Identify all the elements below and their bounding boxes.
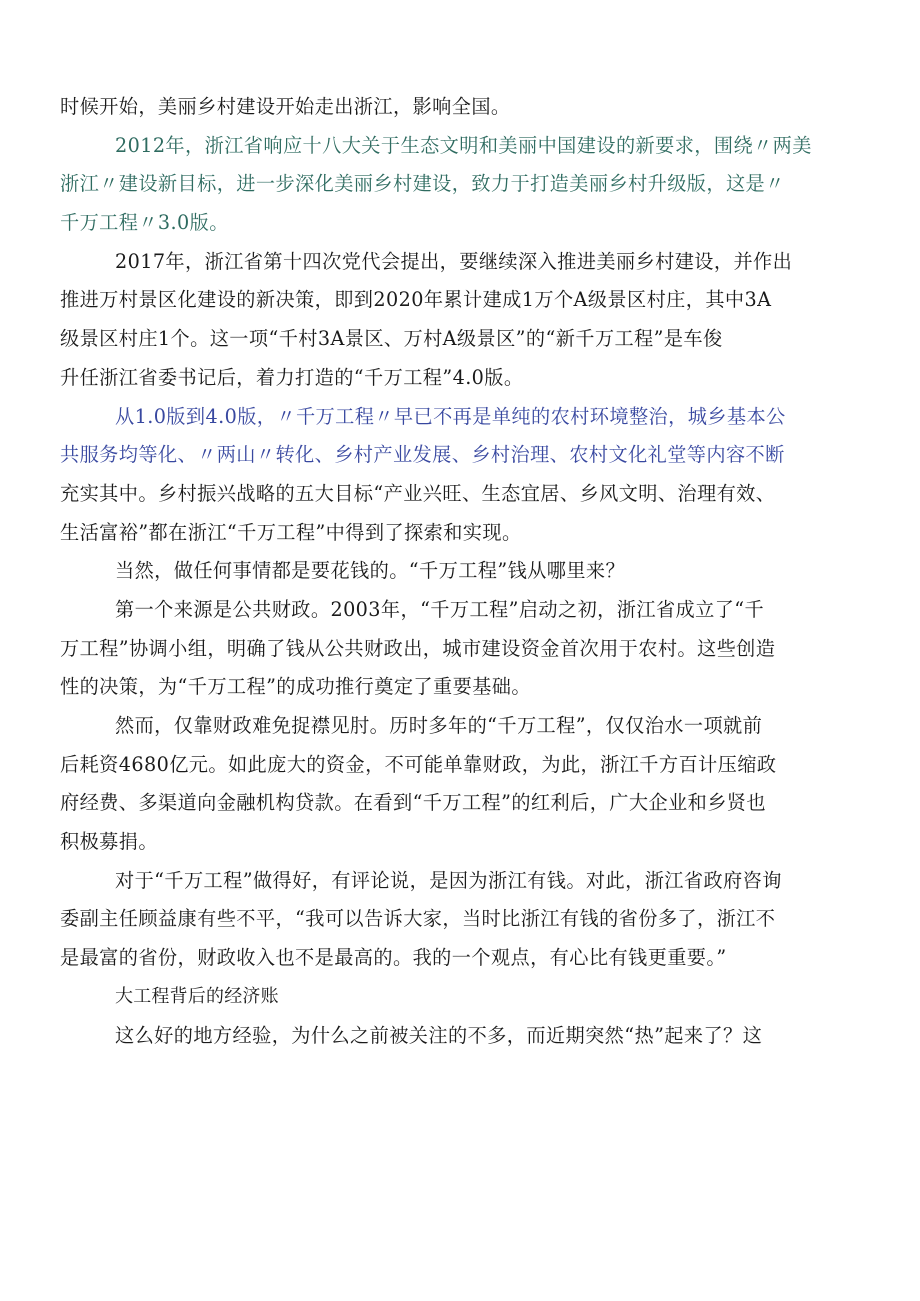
text-line: 时候开始，美丽乡村建设开始走出浙江，影响全国。 bbox=[60, 95, 511, 118]
text-line: 充实其中。乡村振兴战略的五大目标“产业兴旺、生态宜居、乡风文明、治理有效、 bbox=[60, 481, 776, 505]
paragraph bbox=[60, 552, 872, 591]
text-line: 委副主任顾益康有些不平，“我可以告诉大家，当时比浙江有钱的省份多了，浙江不 bbox=[60, 907, 776, 931]
paragraph bbox=[60, 1017, 872, 1056]
paragraph bbox=[60, 591, 872, 707]
text-line: 浙江〃建设新目标，进一步深化美丽乡村建设，致力于打造美丽乡村升级版，这是〃 bbox=[60, 172, 785, 196]
text-line: 级景区村庄1个。这一项“千村3A景区、万村A级景区”的“新千万工程”是车俊 bbox=[60, 327, 723, 351]
paragraph bbox=[60, 243, 872, 398]
text-line: 对于“千万工程”做得好，有评论说，是因为浙江有钱。对此，浙江省政府咨询 bbox=[115, 868, 782, 892]
paragraph bbox=[60, 978, 872, 1017]
text-line: 第一个来源是公共财政。2003年，“千万工程”启动之初，浙江省成立了“千 bbox=[115, 597, 765, 621]
paragraph bbox=[60, 398, 872, 553]
document-body bbox=[60, 88, 872, 1055]
text-line: 当然，做任何事情都是要花钱的。“千万工程”钱从哪里来？ bbox=[115, 559, 626, 583]
text-line: 然而，仅靠财政难免捉襟见肘。历时多年的“千万工程”，仅仅治水一项就前 bbox=[115, 714, 763, 737]
text-line: 2017年，浙江省第十四次党代会提出，要继续深入推进美丽乡村建设，并作出 bbox=[115, 249, 793, 273]
section-heading: 大工程背后的经济账 bbox=[115, 985, 279, 1007]
paragraph bbox=[60, 88, 872, 127]
paragraph bbox=[60, 862, 872, 978]
text-line: 积极募捐。 bbox=[60, 830, 158, 854]
text-line: 共服务均等化、〃两山〃转化、乡村产业发展、乡村治理、农村文化礼堂等内容不断 bbox=[60, 443, 785, 467]
text-line: 后耗资4680亿元。如此庞大的资金，不可能单靠财政，为此，浙江千方百计压缩政 bbox=[60, 752, 777, 776]
text-line: 千万工程〃3.0版。 bbox=[60, 211, 229, 235]
text-line: 府经费、多渠道向金融机构贷款。在看到“千万工程”的红利后，广大企业和乡贤也 bbox=[60, 791, 766, 815]
text-line: 生活富裕”都在浙江“千万工程”中得到了探索和实现。 bbox=[60, 520, 522, 544]
paragraph bbox=[60, 127, 872, 243]
text-line: 从1.0版到4.0版，〃千万工程〃早已不再是单纯的农村环境整治，城乡基本公 bbox=[115, 404, 786, 428]
text-line: 2012年，浙江省响应十八大关于生态文明和美丽中国建设的新要求，围绕〃两美 bbox=[115, 133, 812, 157]
text-line: 这么好的地方经验，为什么之前被关注的不多，而近期突然“热”起来了？这 bbox=[115, 1023, 763, 1047]
text-line: 是最富的省份，财政收入也不是最高的。我的一个观点，有心比有钱更重要。” bbox=[60, 946, 727, 970]
text-line: 升任浙江省委书记后，着力打造的“千万工程”4.0版。 bbox=[60, 365, 524, 389]
text-line: 万工程”协调小组，明确了钱从公共财政出，城市建设资金首次用于农村。这些创造 bbox=[60, 636, 776, 660]
text-line: 推进万村景区化建设的新决策，即到2020年累计建成1万个A级景区村庄，其中3A bbox=[60, 288, 772, 312]
text-line: 性的决策，为“千万工程”的成功推行奠定了重要基础。 bbox=[60, 675, 531, 699]
paragraph bbox=[60, 707, 872, 862]
